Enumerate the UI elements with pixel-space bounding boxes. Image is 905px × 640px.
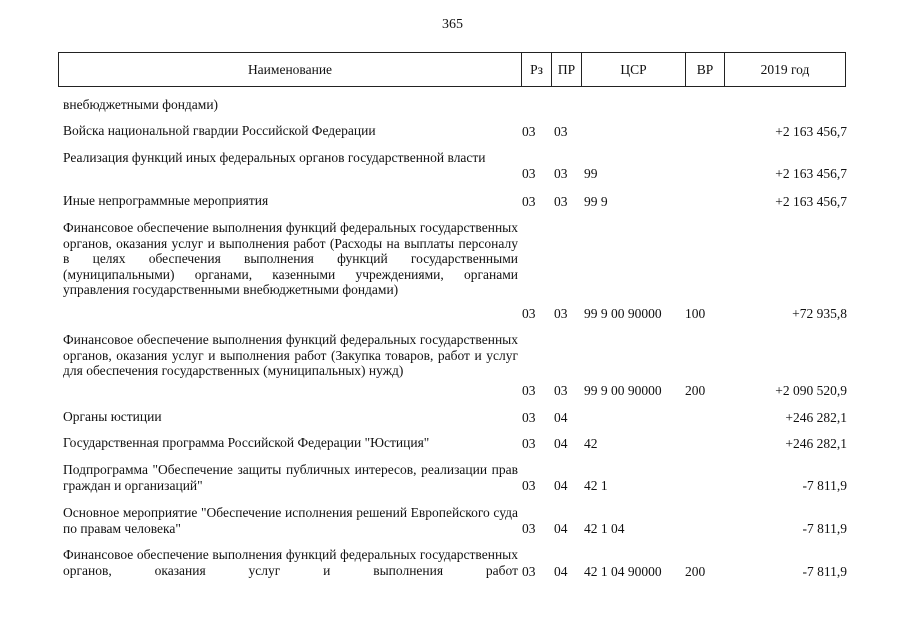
row-rz: 03: [522, 563, 536, 579]
row-sum: +2 163 456,7: [775, 165, 847, 181]
page-number: 365: [442, 17, 463, 32]
row-rz: 03: [522, 477, 536, 493]
row-csr: 99 9: [584, 193, 608, 209]
row-vr: 100: [685, 305, 706, 321]
row-name: Основное мероприятие "Обеспечение исполнения решений Европейского суда по правам человека": [63, 505, 518, 536]
table-row: [63, 150, 847, 181]
table-header: [58, 52, 846, 87]
header-year: 2019 год: [760, 61, 810, 77]
row-rz: 03: [522, 409, 536, 425]
row-pr: 03: [554, 165, 568, 181]
row-sum: -7 811,9: [802, 563, 847, 579]
row-name: внебюджетными фондами): [63, 97, 219, 112]
row-name: Войска национальной гвардии Российской Федерации: [63, 123, 376, 138]
row-sum: -7 811,9: [802, 477, 847, 493]
row-pr: 04: [554, 435, 568, 451]
row-sum: +246 282,1: [785, 409, 847, 425]
row-pr: 03: [554, 123, 568, 139]
row-csr: 99: [584, 165, 598, 181]
table-row: [63, 547, 847, 579]
row-csr: 42 1 04 90000: [584, 563, 662, 579]
row-sum: +2 163 456,7: [775, 193, 847, 209]
row-pr: 03: [554, 305, 568, 321]
row-rz: 03: [522, 382, 536, 398]
table-row: [63, 505, 847, 536]
table-row: [63, 123, 847, 139]
row-sum: +72 935,8: [792, 305, 847, 321]
row-name: Реализация функций иных федеральных органов государственной власти: [63, 150, 486, 165]
row-name: Финансовое обеспечение выполнения функций федеральных государственных органов, оказания услуг и выполнения работ: [63, 547, 518, 578]
row-pr: 04: [554, 409, 568, 425]
header-csr: ЦСР: [582, 53, 686, 86]
row-name: Иные непрограммные мероприятия: [63, 193, 269, 208]
row-rz: 03: [522, 165, 536, 181]
row-rz: 03: [522, 435, 536, 451]
row-sum: -7 811,9: [802, 520, 847, 536]
row-name: Органы юстиции: [63, 409, 162, 424]
row-pr: 03: [554, 193, 568, 209]
table-row: [63, 435, 847, 451]
row-vr: 200: [685, 563, 706, 579]
row-rz: 03: [522, 305, 536, 321]
row-name: Государственная программа Российской Федерации "Юстиция": [63, 435, 430, 450]
row-sum: +2 090 520,9: [775, 382, 847, 398]
header-vr: ВР: [686, 53, 725, 86]
table-row: [63, 97, 847, 113]
row-name: Финансовое обеспечение выполнения функций федеральных государственных органов, оказания услуг и выполнения работ (Закупка товаров, работ и услуг для обеспечения государственных (муниципальных) нужд): [63, 332, 518, 378]
header-pr: ПР: [552, 53, 582, 86]
table-row: [63, 462, 847, 493]
row-pr: 04: [554, 477, 568, 493]
header-name: Наименование: [59, 53, 522, 86]
row-csr: 42 1: [584, 477, 608, 493]
row-vr: 200: [685, 382, 706, 398]
table-row: [63, 409, 847, 425]
row-csr: 42: [584, 435, 598, 451]
header-rz: Рз: [522, 53, 552, 86]
row-pr: 04: [554, 520, 568, 536]
row-csr: 42 1 04: [584, 520, 625, 536]
row-pr: 04: [554, 563, 568, 579]
row-sum: +246 282,1: [785, 435, 847, 451]
table-row: [63, 220, 847, 321]
row-csr: 99 9 00 90000: [584, 305, 662, 321]
table-row: [63, 193, 847, 209]
row-rz: 03: [522, 123, 536, 139]
row-csr: 99 9 00 90000: [584, 382, 662, 398]
table-row: [63, 332, 847, 398]
row-name: Финансовое обеспечение выполнения функций федеральных государственных органов, оказания услуг и выполнения работ (Расходы на выплаты персоналу в целях обеспечения выполнения функций государственными (муниципальными) органами, казенными учреждениями, органами управления государственными внебюджетными фондами): [63, 220, 518, 297]
row-name: Подпрограмма "Обеспечение защиты публичных интересов, реализации прав граждан и организаций": [63, 462, 518, 493]
row-sum: +2 163 456,7: [775, 123, 847, 139]
row-rz: 03: [522, 520, 536, 536]
row-rz: 03: [522, 193, 536, 209]
row-pr: 03: [554, 382, 568, 398]
